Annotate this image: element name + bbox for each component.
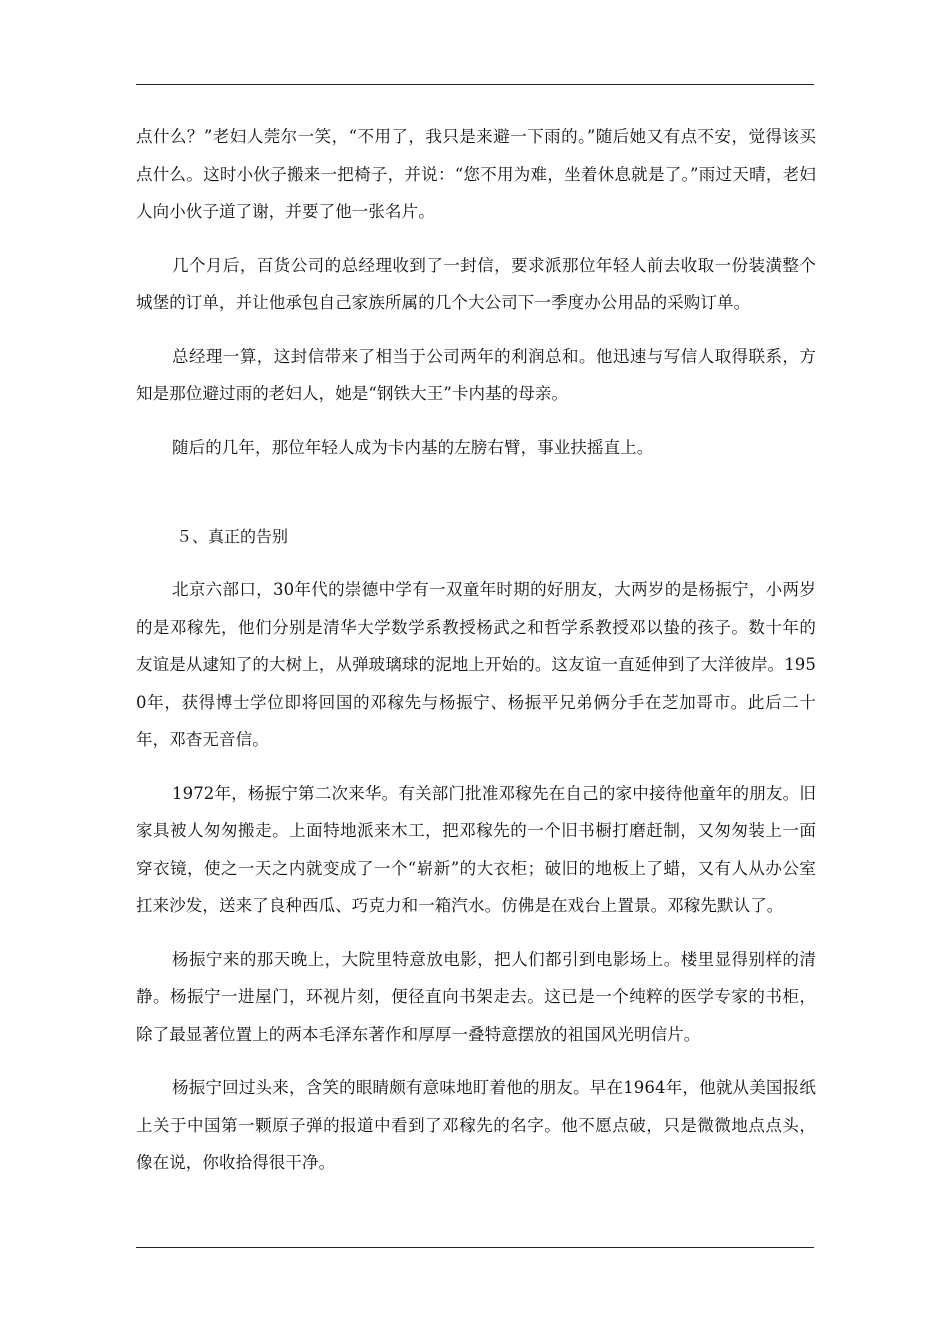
header-rule [136, 84, 814, 85]
paragraph-carnegie-mother: 总经理一算，这封信带来了相当于公司两年的利润总和。他迅速与写信人取得联系，方知是那位避过雨的老妇人，她是“钢铁大王”卡内基的母亲。 [136, 346, 816, 403]
paragraph-childhood-friends: 北京六部口，30年代的崇德中学有一双童年时期的好朋友，大两岁的是杨振宁，小两岁的是邓稼先，他们分别是清华大学数学系教授杨武之和哲学系教授邓以蛰的孩子。数十年的友谊是从逮知了的大树上，从弹玻璃球的泥地上开始的。这友谊一直延伸到了大洋彼岸。1950年，获得博士学位即将回国的邓稼先与杨振宁、杨振平兄弟俩分手在芝加哥市。此后二十年，邓杳无音信。 [136, 580, 816, 749]
paragraph-evening: 杨振宁来的那天晚上，大院里特意放电影，把人们都引到电影场上。楼里显得别样的清静。杨振宁一进屋门，环视片刻，便径直向书架走去。这已是一个纯粹的医学专家的书柜，除了最显著位置上的两本毛泽东著作和厚厚一叠特意摆放的祖国风光明信片。 [136, 949, 816, 1044]
paragraph-understanding: 杨振宁回过头来，含笑的眼睛颇有意味地盯着他的朋友。早在1964年，他就从美国报纸上关于中国第一颗原子弹的报道中看到了邓稼先的名字。他不愿点破，只是微微地点点头，像在说，你收拾得很干净。 [136, 1078, 816, 1172]
paragraph-1972-visit: 1972年，杨振宁第二次来华。有关部门批准邓稼先在自己的家中接待他童年的朋友。旧家具被人匆匆搬走。上面特地派来木工，把邓稼先的一个旧书橱打磨赶制，又匆匆装上一面穿衣镜，使之一天之内就变成了一个“崭新”的大衣柜；破旧的地板上了蜡，又有人从办公室扛来沙发，送来了良种西瓜、巧克力和一箱汽水。仿佛是在戏台上置景。邓稼先默认了。 [136, 783, 816, 915]
paragraph-rain-shelter: 点什么？”老妇人莞尔一笑，“不用了，我只是来避一下雨的。”随后她又有点不安，觉得该买点什么。这时小伙子搬来一把椅子，并说：“您不用为难，坐着休息就是了。”雨过天晴，老妇人向小伙子道了谢，并要了他一张名片。 [136, 127, 816, 221]
paragraph-career: 随后的几年，那位年轻人成为卡内基的左膀右臂，事业扶摇直上。 [172, 437, 654, 457]
paragraph-letter: 几个月后，百货公司的总经理收到了一封信，要求派那位年轻人前去收取一份装潢整个城堡的订单，并让他承包自己家族所属的几个大公司下一季度办公用品的采购订单。 [136, 255, 816, 312]
footer-rule [136, 1247, 814, 1248]
document-body [136, 118, 816, 1182]
section-heading: ５、真正的告别 [176, 527, 289, 546]
